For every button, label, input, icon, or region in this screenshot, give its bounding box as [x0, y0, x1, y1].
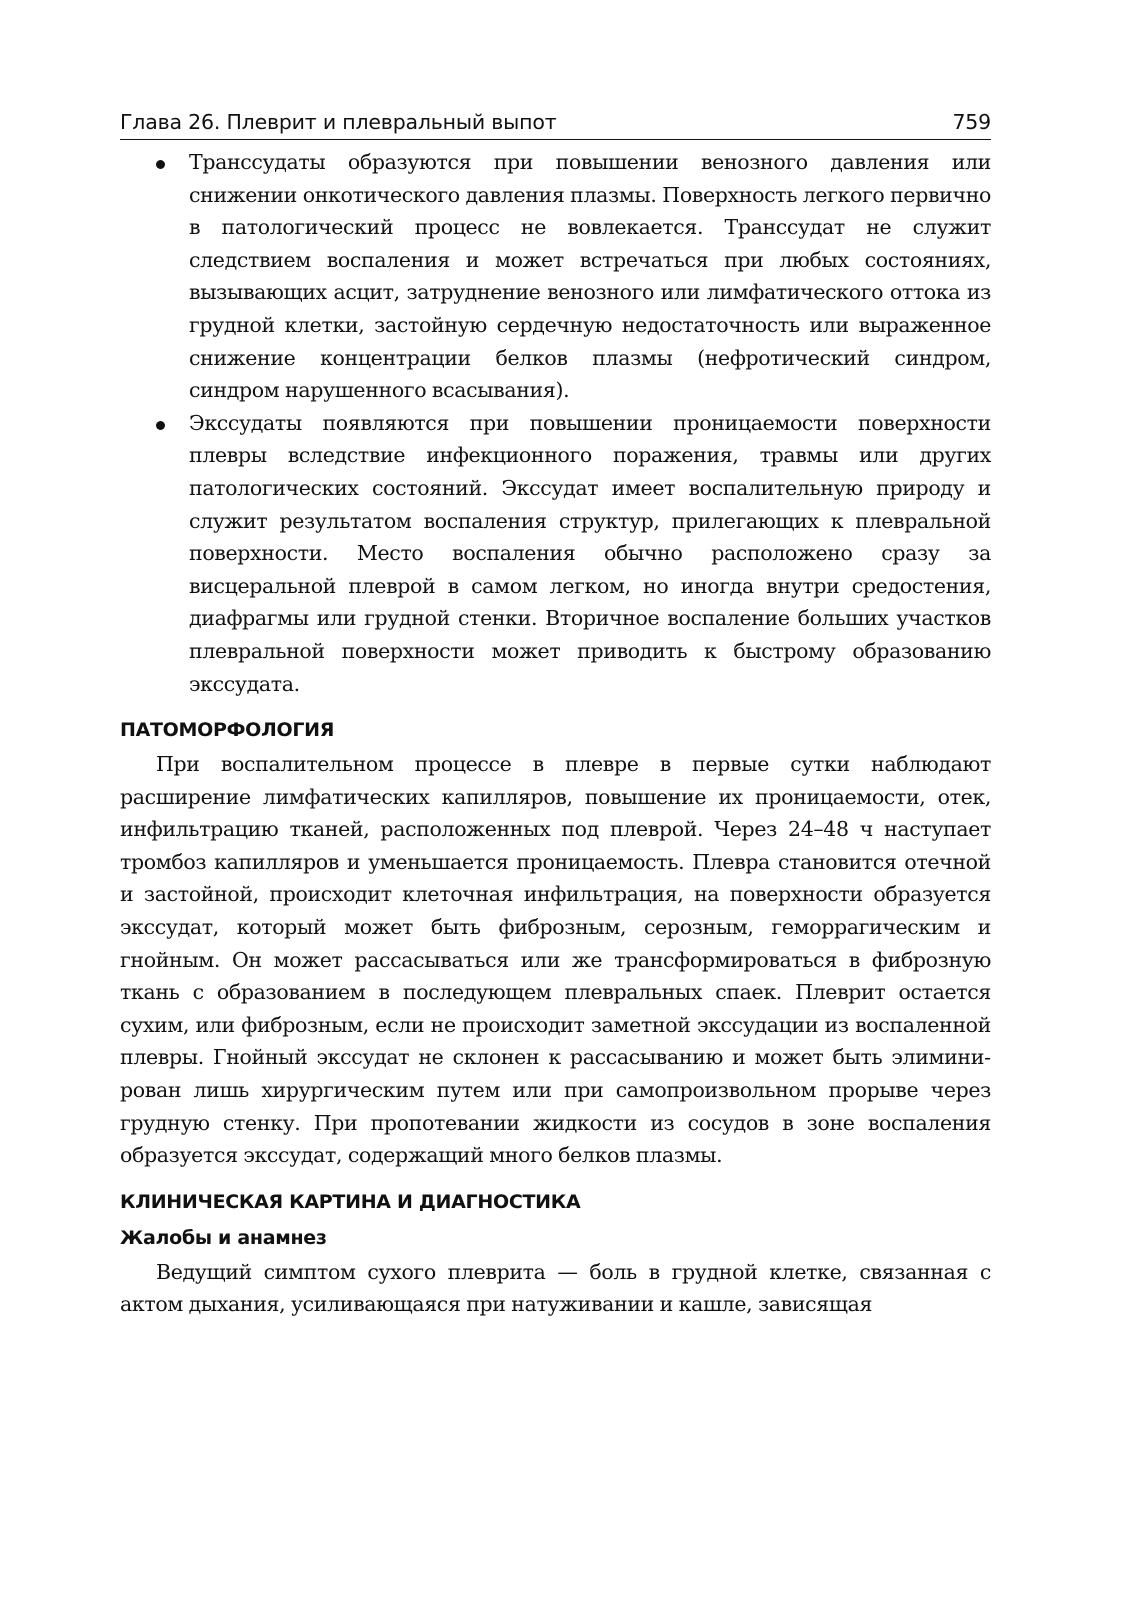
bullet-icon [156, 160, 165, 169]
list-item [120, 146, 991, 407]
running-header [120, 108, 991, 140]
list-item [120, 407, 991, 700]
list-item-text: Транссудаты образуются при повышении венозного давления или снижении онкотического давления плазмы. Поверхность легкого первично в патологический процесс не вовлекается. Транссудат не служит следствием воспаления и может встречаться при любых состояниях, вызывающих асцит, затруднение венозного или лимфатического оттока из грудной клетки, застойную сердечную недостаточность или выраженное снижение концентрации белков плазмы (нефротический синдром, синдром нарушенного всасывания). [189, 150, 991, 403]
book-page [120, 108, 991, 1321]
bullet-icon [156, 421, 165, 430]
list-item-text: Экссудаты появляются при повышении проницаемости поверхности плевры вследствие инфекционного поражения, травмы или других патологических состояний. Экссудат имеет воспалительную природу и служит результатом воспаления структур, прилегающих к плевральной поверхности. Место воспаления обычно расположено сразу за висцеральной плеврой в самом легком, но иногда внутри средостения, диафрагмы или грудной стенки. Вторичное воспаление больших участков плевральной поверхности может приводить к быстрому образованию экссудата. [189, 410, 991, 696]
section-heading-pathomorphology: ПАТОМОРФОЛОГИЯ [120, 719, 335, 742]
subsection-heading-complaints: Жалобы и анамнез [120, 1226, 327, 1249]
clinical-paragraph: Ведущий симптом сухого плеврита — боль в грудной клетке, связанная с актом дыхания, усиливающаяся при натуживании и кашле, зависящая [120, 1259, 991, 1317]
page-number: 759 [952, 110, 991, 134]
section-heading-clinical: КЛИНИЧЕСКАЯ КАРТИНА И ДИАГНОСТИКА [120, 1190, 581, 1213]
bullet-list [120, 146, 991, 700]
pathomorphology-paragraph: При воспалительном процессе в плевре в первые сутки наблюдают расширение лимфатических капилляров, повышение их проницаемости, отек, инфильтрацию тканей, расположенных под плеврой. Через 24–48 ч наступает тромбоз капилляров и уменьшается проницаемость. Плевра становится отечной и застойной, происходит клеточная инфильтрация, на поверхности образуется экссудат, который может быть фиброзным, серозным, геморрагическим и гнойным. Он может рассасываться или же трансформироваться в фиброзную ткань с образованием в последующем плевральных спаек. Плеврит остается сухим, или фиброзным, если не происходит заметной экссудации из воспаленной плевры. Гнойный экссудат не склонен к рассасыванию и может быть элиминирован лишь хирургическим путем или при самопроизвольном прорыве через грудную стенку. При пропотевании жидкости из сосудов в зоне воспаления образуется экссудат, содержащий много белков плазмы. [120, 752, 991, 1168]
chapter-title: Глава 26. Плеврит и плевральный выпот [120, 110, 557, 134]
